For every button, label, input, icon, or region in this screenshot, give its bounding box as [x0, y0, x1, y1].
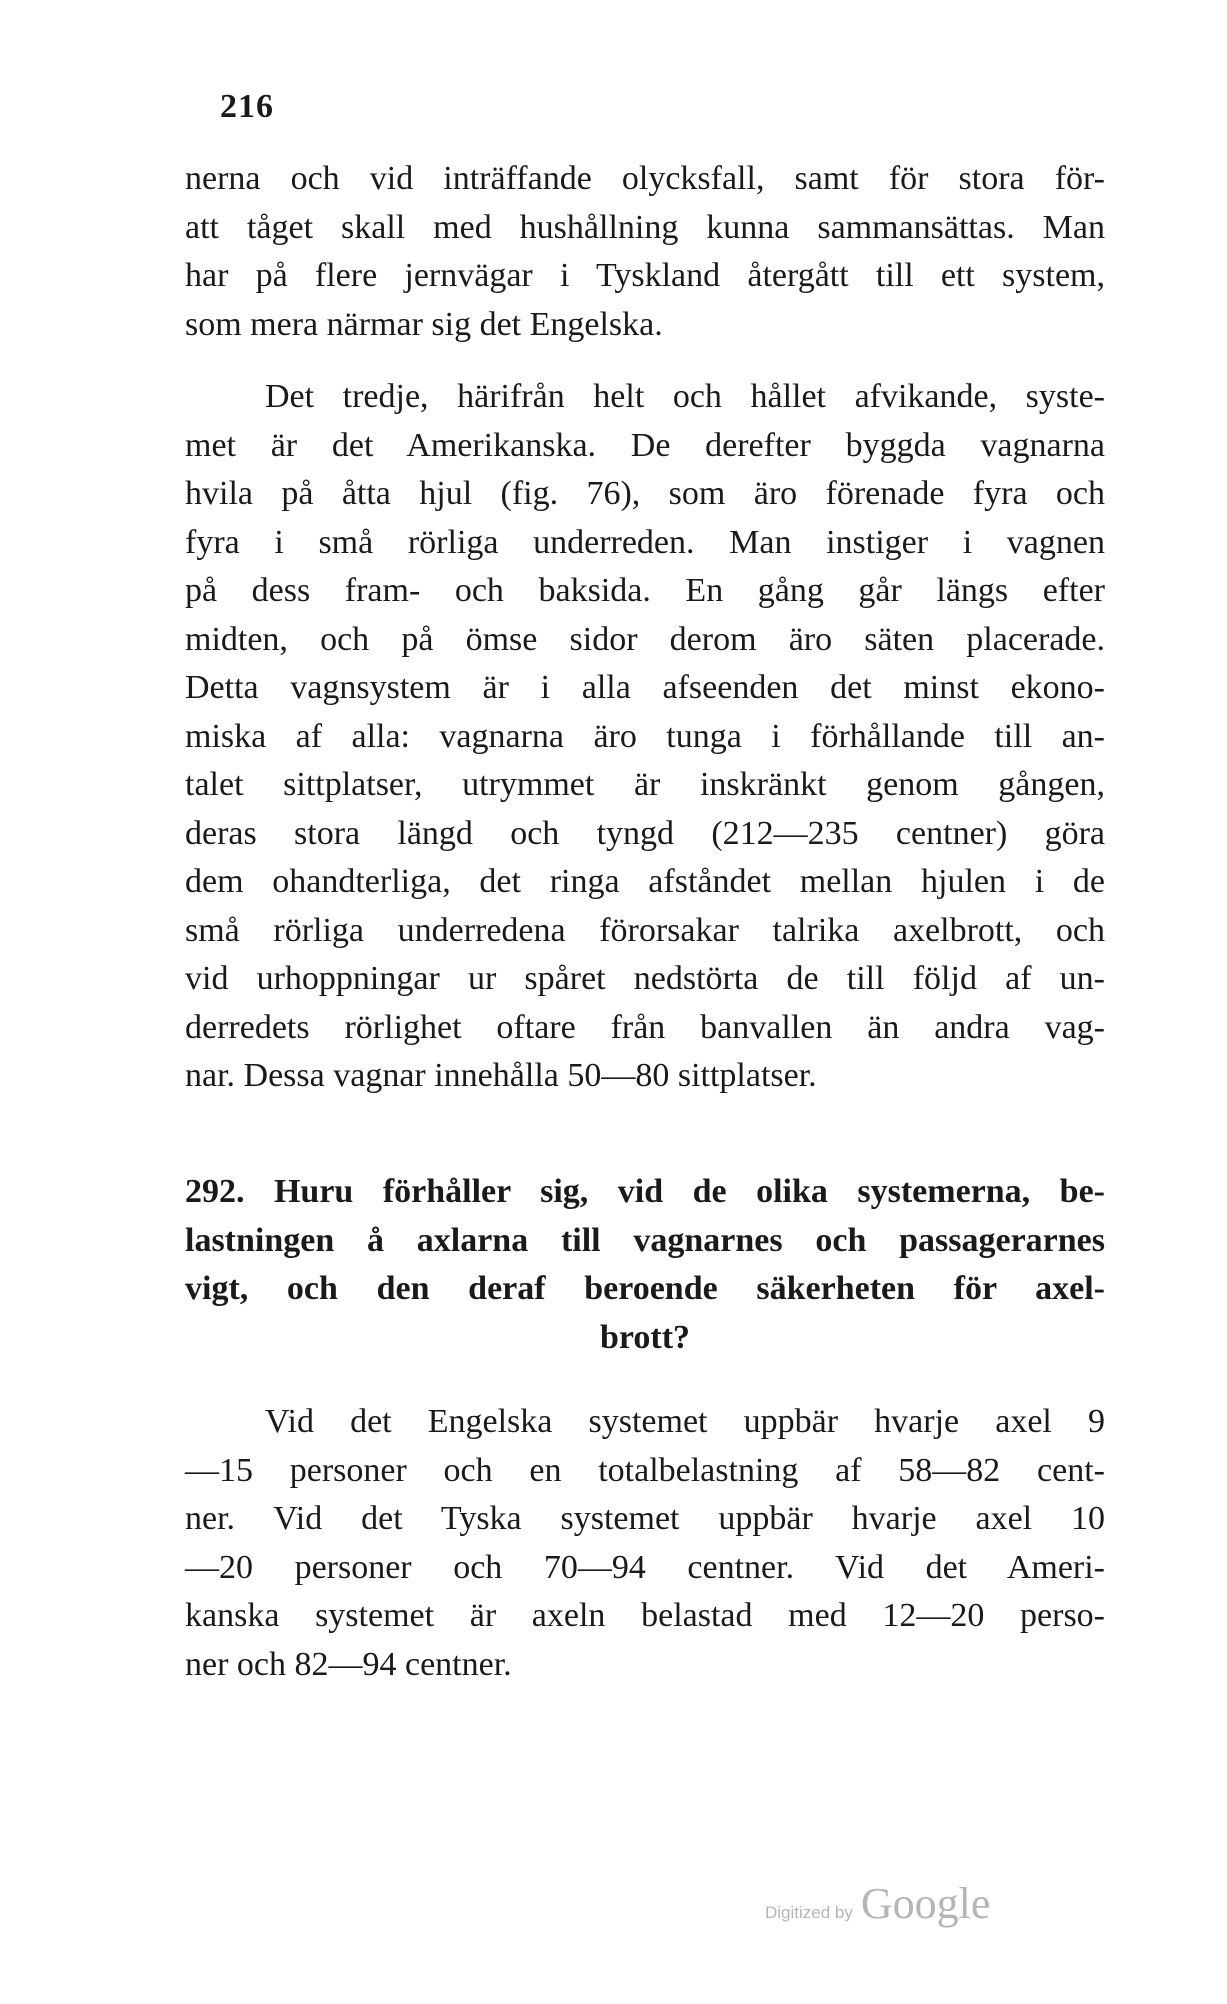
text-line: på dess fram- och baksida. En gång går längs efter — [185, 572, 1105, 609]
text-line: hvila på åtta hjul (fig. 76), som äro förenade fyra och — [185, 475, 1105, 512]
text-line: talet sittplatser, utrymmet är inskränkt genom gången, — [185, 766, 1105, 803]
paragraph-axle-load — [185, 1398, 1105, 1689]
text-line: fyra i små rörliga underreden. Man instiger i vagnen — [185, 523, 1105, 561]
text-line: ner och 82—94 centner. — [185, 1645, 512, 1683]
heading-line: vigt, och den deraf beroende säkerheten för axel- — [185, 1270, 1105, 1307]
digitized-watermark — [765, 1878, 990, 1929]
text-line: ner. Vid det Tyska systemet uppbär hvarje axel 10 — [185, 1500, 1105, 1537]
text-line: små rörliga underredena förorsakar talrika axelbrott, och — [185, 911, 1105, 949]
text-line: Det tredje, härifrån helt och hållet afvikande, syste- — [265, 378, 1105, 415]
text-line: vid urhoppningar ur spåret nedstörta de till följd af un- — [185, 960, 1105, 997]
google-logo: Google — [860, 1879, 991, 1928]
heading-line: brott? — [599, 1318, 691, 1356]
text-line: kanska systemet är axeln belastad med 12—20 perso- — [185, 1597, 1105, 1634]
text-line: midten, och på ömse sidor derom äro säten placerade. — [185, 620, 1105, 658]
text-line: miska af alla: vagnarna äro tunga i förhållande till an- — [185, 717, 1105, 755]
watermark-prefix: Digitized by — [765, 1903, 853, 1922]
text-line: dem ohandterliga, det ringa afståndet mellan hjulen i de — [185, 863, 1105, 900]
section-heading-292 — [185, 1168, 1105, 1362]
text-line: deras stora längd och tyngd (212—235 centner) göra — [185, 814, 1105, 852]
text-line: Detta vagnsystem är i alla afseenden det minst ekono- — [185, 669, 1105, 706]
heading-line: 292. Huru förhåller sig, vid de olika systemerna, be- — [185, 1173, 1105, 1210]
paragraph-continued — [185, 155, 1105, 349]
text-line: derredets rörlighet oftare från banvallen än andra vag- — [185, 1008, 1105, 1046]
paragraph-american-system — [185, 373, 1105, 1101]
text-line: —15 personer och en totalbelastning af 58—82 cent- — [185, 1451, 1105, 1489]
text-line: nerna och vid inträffande olycksfall, samt för stora för- — [185, 160, 1105, 197]
page-number: 216 — [220, 88, 274, 125]
text-line: Vid det Engelska systemet uppbär hvarje axel 9 — [265, 1403, 1105, 1440]
text-line: —20 personer och 70—94 centner. Vid det Ameri- — [185, 1548, 1105, 1586]
text-line: att tåget skall med hushållning kunna sammansättas. Man — [185, 208, 1105, 246]
text-line: nar. Dessa vagnar innehålla 50—80 sittplatser. — [185, 1057, 817, 1094]
heading-line: lastningen å axlarna till vagnarnes och passagerarnes — [185, 1221, 1105, 1259]
text-line: som mera närmar sig det Engelska. — [185, 305, 663, 343]
text-line: har på flere jernvägar i Tyskland återgått till ett system, — [185, 257, 1105, 294]
text-line: met är det Amerikanska. De derefter byggda vagnarna — [185, 426, 1105, 464]
